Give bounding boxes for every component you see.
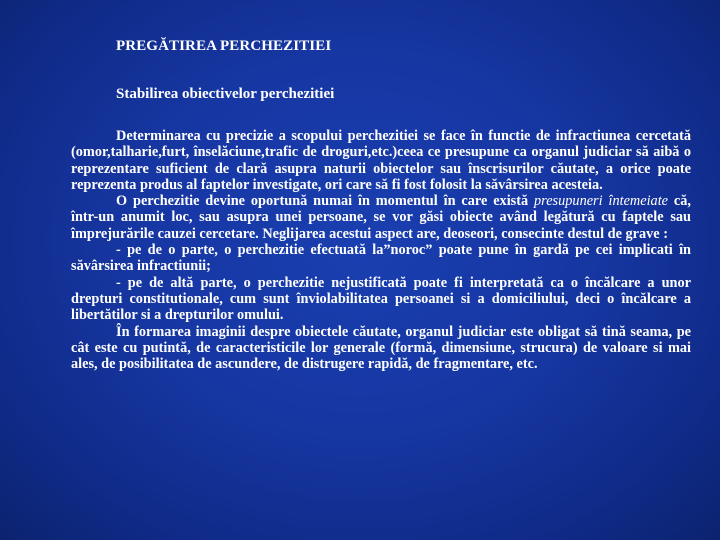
paragraph-5: În formarea imaginii despre obiectele căutate, organul judiciar este obligat să tină seama, pe cât este cu putintă, de caracteristicile lor generale (formă, dimensiune, strucura) de valoare si mai ales, de posibilitatea de ascundere, de distrugere rapidă, de fragmentare, etc.: [71, 323, 691, 373]
paragraph-4: - pe de altă parte, o perchezitie nejustificată poate fi interpretată ca o încălcare a unor drepturi constitutionale, cum sunt înviolabilitatea persoanei si a domiciliului, deci o încălcare a libertătilor si a drepturilor omului.: [71, 274, 691, 324]
paragraph-2-emphasis: presupuneri întemeiate: [534, 193, 669, 210]
paragraph-2-end: că, într-un anumit loc, sau asupra unei persoane, se vor găsi obiecte având legătură cu faptele sau împrejurările cauzei cercetare. Neglijarea acestui aspect are, deoseori, consecinte destul de grave :: [71, 193, 691, 242]
paragraph-2-start: O perchezitie devine oportună numai în momentul în care există: [116, 193, 535, 210]
paragraph-1: Determinarea cu precizie a scopului perchezitiei se face în functie de infractiunea cercetată (omor,talharie,furt, înselăciune,trafic de droguri,etc.)ceea ce presupune ca organul judiciar să aibă o reprezentare suficient de clară asupra naturii obiectelor sau înscrisurilor căutate, a orice poate reprezenta produs al faptelor investigate, ori care să fi fost folosit la săvârsirea acesteia.: [71, 128, 691, 193]
slide-subtitle: Stabilirea obiectivelor perchezitiei: [116, 86, 335, 102]
paragraph-3: - pe de o parte, o perchezitie efectuată la”noroc” poate pune în gardă pe cei implicati în săvârsirea infractiunii;: [71, 242, 691, 275]
paragraph-2: [71, 193, 691, 242]
slide-body: [71, 128, 691, 372]
slide-title: PREGĂTIREA PERCHEZITIEI: [116, 38, 332, 54]
